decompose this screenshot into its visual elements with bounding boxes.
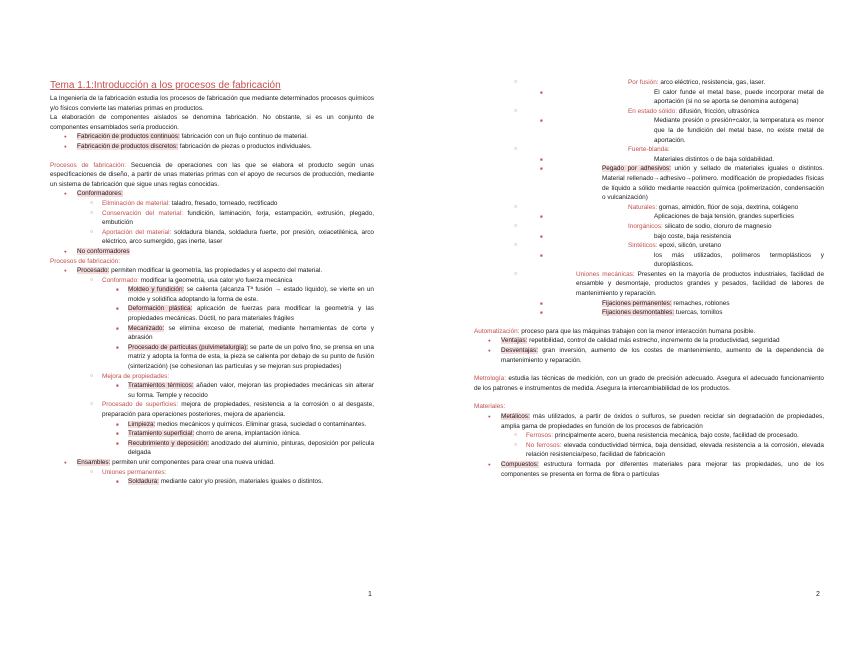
list-item: ■ Tratamientos térmicos: añaden valor, mejoran las propiedades mecánicas sin alterar su forma. Temple y recocido	[50, 381, 374, 400]
processes-list	[50, 266, 374, 487]
list-item: ○ Conservación del material: fundición, laminación, forja, estampación, extrusión, plegado, embutición	[50, 209, 374, 228]
welding-list	[474, 78, 824, 318]
list-item: ■ Moldeo y fundición: se calienta (alcanza Tª fusión → estado líquido), se vierte en un molde y solidifica adoptando la forma de este.	[50, 285, 374, 304]
automation-paragraph: Automatización: proceso para que las máquinas trabajen con la menor interacción humana posible.	[474, 327, 756, 335]
list-item: ■ Procesado de partículas (pulvimetalurgia): se parte de un polvo fino, se prensa en una matriz y adopta la forma de esta, la pieza se calienta por debajo de su punto de fusión (sinterización) (se cohesionan las partículas y se mejoran sus propiedades)	[50, 343, 374, 372]
list-item: ○ Aportación del material: soldadura blanda, soldadura fuerte, por presión, oxiacetilénica, arco eléctrico, arco sumergido, gas inerte, laser	[50, 228, 374, 247]
list-item: ○ Por fusión: arco eléctrico, resistencia, gas, laser.	[474, 78, 824, 88]
list-item: ■ Soldadura: mediante calor y/o presión, materiales iguales o distintos.	[50, 477, 374, 487]
list-item: ○ Eliminación de material: taladro, fresado, torneado, rectificado	[50, 199, 374, 209]
page-2-content	[474, 78, 824, 479]
conformadores-list	[50, 189, 374, 256]
list-item: ● Procesado: permiten modificar la geometría, las propiedades y el aspecto del material.	[50, 266, 374, 276]
materials-list	[474, 412, 824, 479]
processes-heading: Procesos de fabricación:	[50, 257, 120, 265]
list-item: ■ Limpieza: medios mecánicos y químicos. Eliminar grasa, suciedad o contaminantes.	[50, 420, 374, 430]
list-item: ■ Recubrimiento y deposición: anodizado del aluminio, pinturas, deposición por película delgada	[50, 439, 374, 458]
list-item: ● Fabricación de productos discretos: fabricación de piezas o productos individuales.	[50, 142, 374, 152]
list-item: ■ los más utilizados, polímeros termoplásticos y duroplásticos.	[474, 251, 824, 270]
intro-paragraph-1: La Ingeniería de la fabricación estudia los procesos de fabricación que mediante determinados procesos químicos y/o físicos convierte las materias primas en productos.	[50, 95, 374, 112]
list-item: ○ En estado sólido: difusión, fricción, ultrasónica	[474, 107, 824, 117]
list-item: ○ Sintéticos: epoxi, silicón, uretano	[474, 241, 824, 251]
page-1-content	[50, 80, 374, 487]
list-item: ■ Fijaciones permanentes: remaches, roblones	[474, 299, 824, 309]
metrology-paragraph: Metrología: estudia las técnicas de medición, con un grado de precisión adecuado. Asegura el adecuado funcionamiento de los patrones e instrumentos de medida. Asegura la intercambiabilidad de los productos.	[474, 375, 824, 392]
materials-heading: Materiales:	[474, 403, 506, 411]
fabrication-types-list	[50, 132, 374, 151]
list-item: ● Conformadores:	[50, 189, 374, 199]
list-item: ○ Procesado de superficies: mejora de propiedades, resistencia a la corrosión o al desgaste, preparación para operaciones posteriores, mejora de apariencia.	[50, 400, 374, 419]
list-item: ● Desventajas: gran inversión, aumento de los costes de mantenimiento, aumento de la dependencia de mantenimiento y reparación.	[474, 346, 824, 365]
list-item: ○ Conformado: modificar la geometría, usa calor y/o fuerza mecánica	[50, 276, 374, 286]
list-item: ● Metálicos: más utilizados, a partir de óxidos o sulfuros, se pueden reciclar sin degradación de propiedades, amplia gama de propiedades en función de los procesos de fabricación	[474, 412, 824, 431]
list-item: ○ Mejora de propiedades:	[50, 372, 374, 382]
list-item: ○ Inorgánicos: silicato de sodio, cloruro de magnesio	[474, 222, 824, 232]
list-item: ● Ensambles: permiten unir componentes para crear una nueva unidad.	[50, 458, 374, 468]
list-item: ■ Mecanizado: se elimina exceso de material, mediante herramientas de corte y abrasión	[50, 324, 374, 343]
list-item: ○ Fuerte-blanda:	[474, 145, 824, 155]
list-item: ○ Uniones mecánicas: Presentes en la mayoría de productos industriales, facilidad de ensamble y desmontaje, productos grandes y pesados, facilidad de labores de mantenimiento y reparación.	[474, 270, 824, 299]
list-item: ○ Ferrosos: principalmente acero, buena resistencia mecánica, bajo coste, facilidad de procesado.	[474, 431, 824, 441]
processes-definition: Procesos de fabricación: Secuencia de operaciones con las que se elabora el producto según unas especificaciones de diseño, a partir de unas materias primas con el apoyo de recursos de producción, mediante un sistema de fabricación que sigue unas reglas conocidas.	[50, 161, 374, 188]
list-item: ○ Uniones permanentes:	[50, 468, 374, 478]
list-item: ■ Deformación plástica: aplicación de fuerzas para modificar la geometría y las propiedades mecánicas. Dúctil, no para materiales frágiles	[50, 304, 374, 323]
document-title: Tema 1.1:Introducción a los procesos de fabricación	[50, 80, 281, 91]
list-item: ■ Pegado por adhesivos: unión y sellado de materiales iguales o distintos. Material rellenado→adhesivo→polímero. modificación de propiedades físicas de líquido a sólido mediante reacción química (polimerización, condensación o vulcanización)	[474, 164, 824, 202]
list-item: ■ bajo coste, baja resistencia	[474, 232, 824, 242]
page-2	[424, 0, 848, 655]
list-item: ● Fabricación de productos continuos: fabricación con un flujo continuo de material.	[50, 132, 374, 142]
list-item: ○ Naturales: gomas, almidón, flúor de soja, dextrina, colágeno	[474, 203, 824, 213]
list-item: ■ Tratamiento superficial: chorro de arena, implantación iónica.	[50, 429, 374, 439]
list-item: ● No conformadores	[50, 247, 374, 257]
page-number: 2	[816, 591, 820, 598]
list-item: ■ Aplicaciones de baja tensión, grandes superficies	[474, 212, 824, 222]
list-item: ○ No ferrosos: elevada conductividad térmica, baja densidad, elevada resistencia a la corrosión, elevada relación resistencia/peso, facilidad de fabricación	[474, 441, 824, 460]
page-number: 1	[368, 591, 372, 598]
list-item: ■ Materiales distintos o de baja soldabilidad.	[474, 155, 824, 165]
list-item: ■ El calor funde el metal base, puede incorporar metal de aportación (si no se aporta se denomina autógena)	[474, 88, 824, 107]
list-item: ● Ventajas: repetibilidad, control de calidad más estrecho, incremento de la productividad, seguridad	[474, 336, 824, 346]
list-item: ● Compuestos: estructura formada por diferentes materiales para mejorar las propiedades, uno de los componentes se presenta en forma de fibra o partículas	[474, 460, 824, 479]
automation-list	[474, 336, 824, 365]
intro-paragraph-2: La elaboración de componentes aislados se denomina fabricación. No obstante, si es un conjunto de componentes ensamblados sería producción.	[50, 114, 374, 131]
list-item: ■ Mediante presión o presión+calor, la temperatura es menor que la de fundición del metal base, no existe metal de aportación.	[474, 116, 824, 145]
list-item: ■ Fijaciones desmontables: tuercas, tornillos	[474, 308, 824, 318]
